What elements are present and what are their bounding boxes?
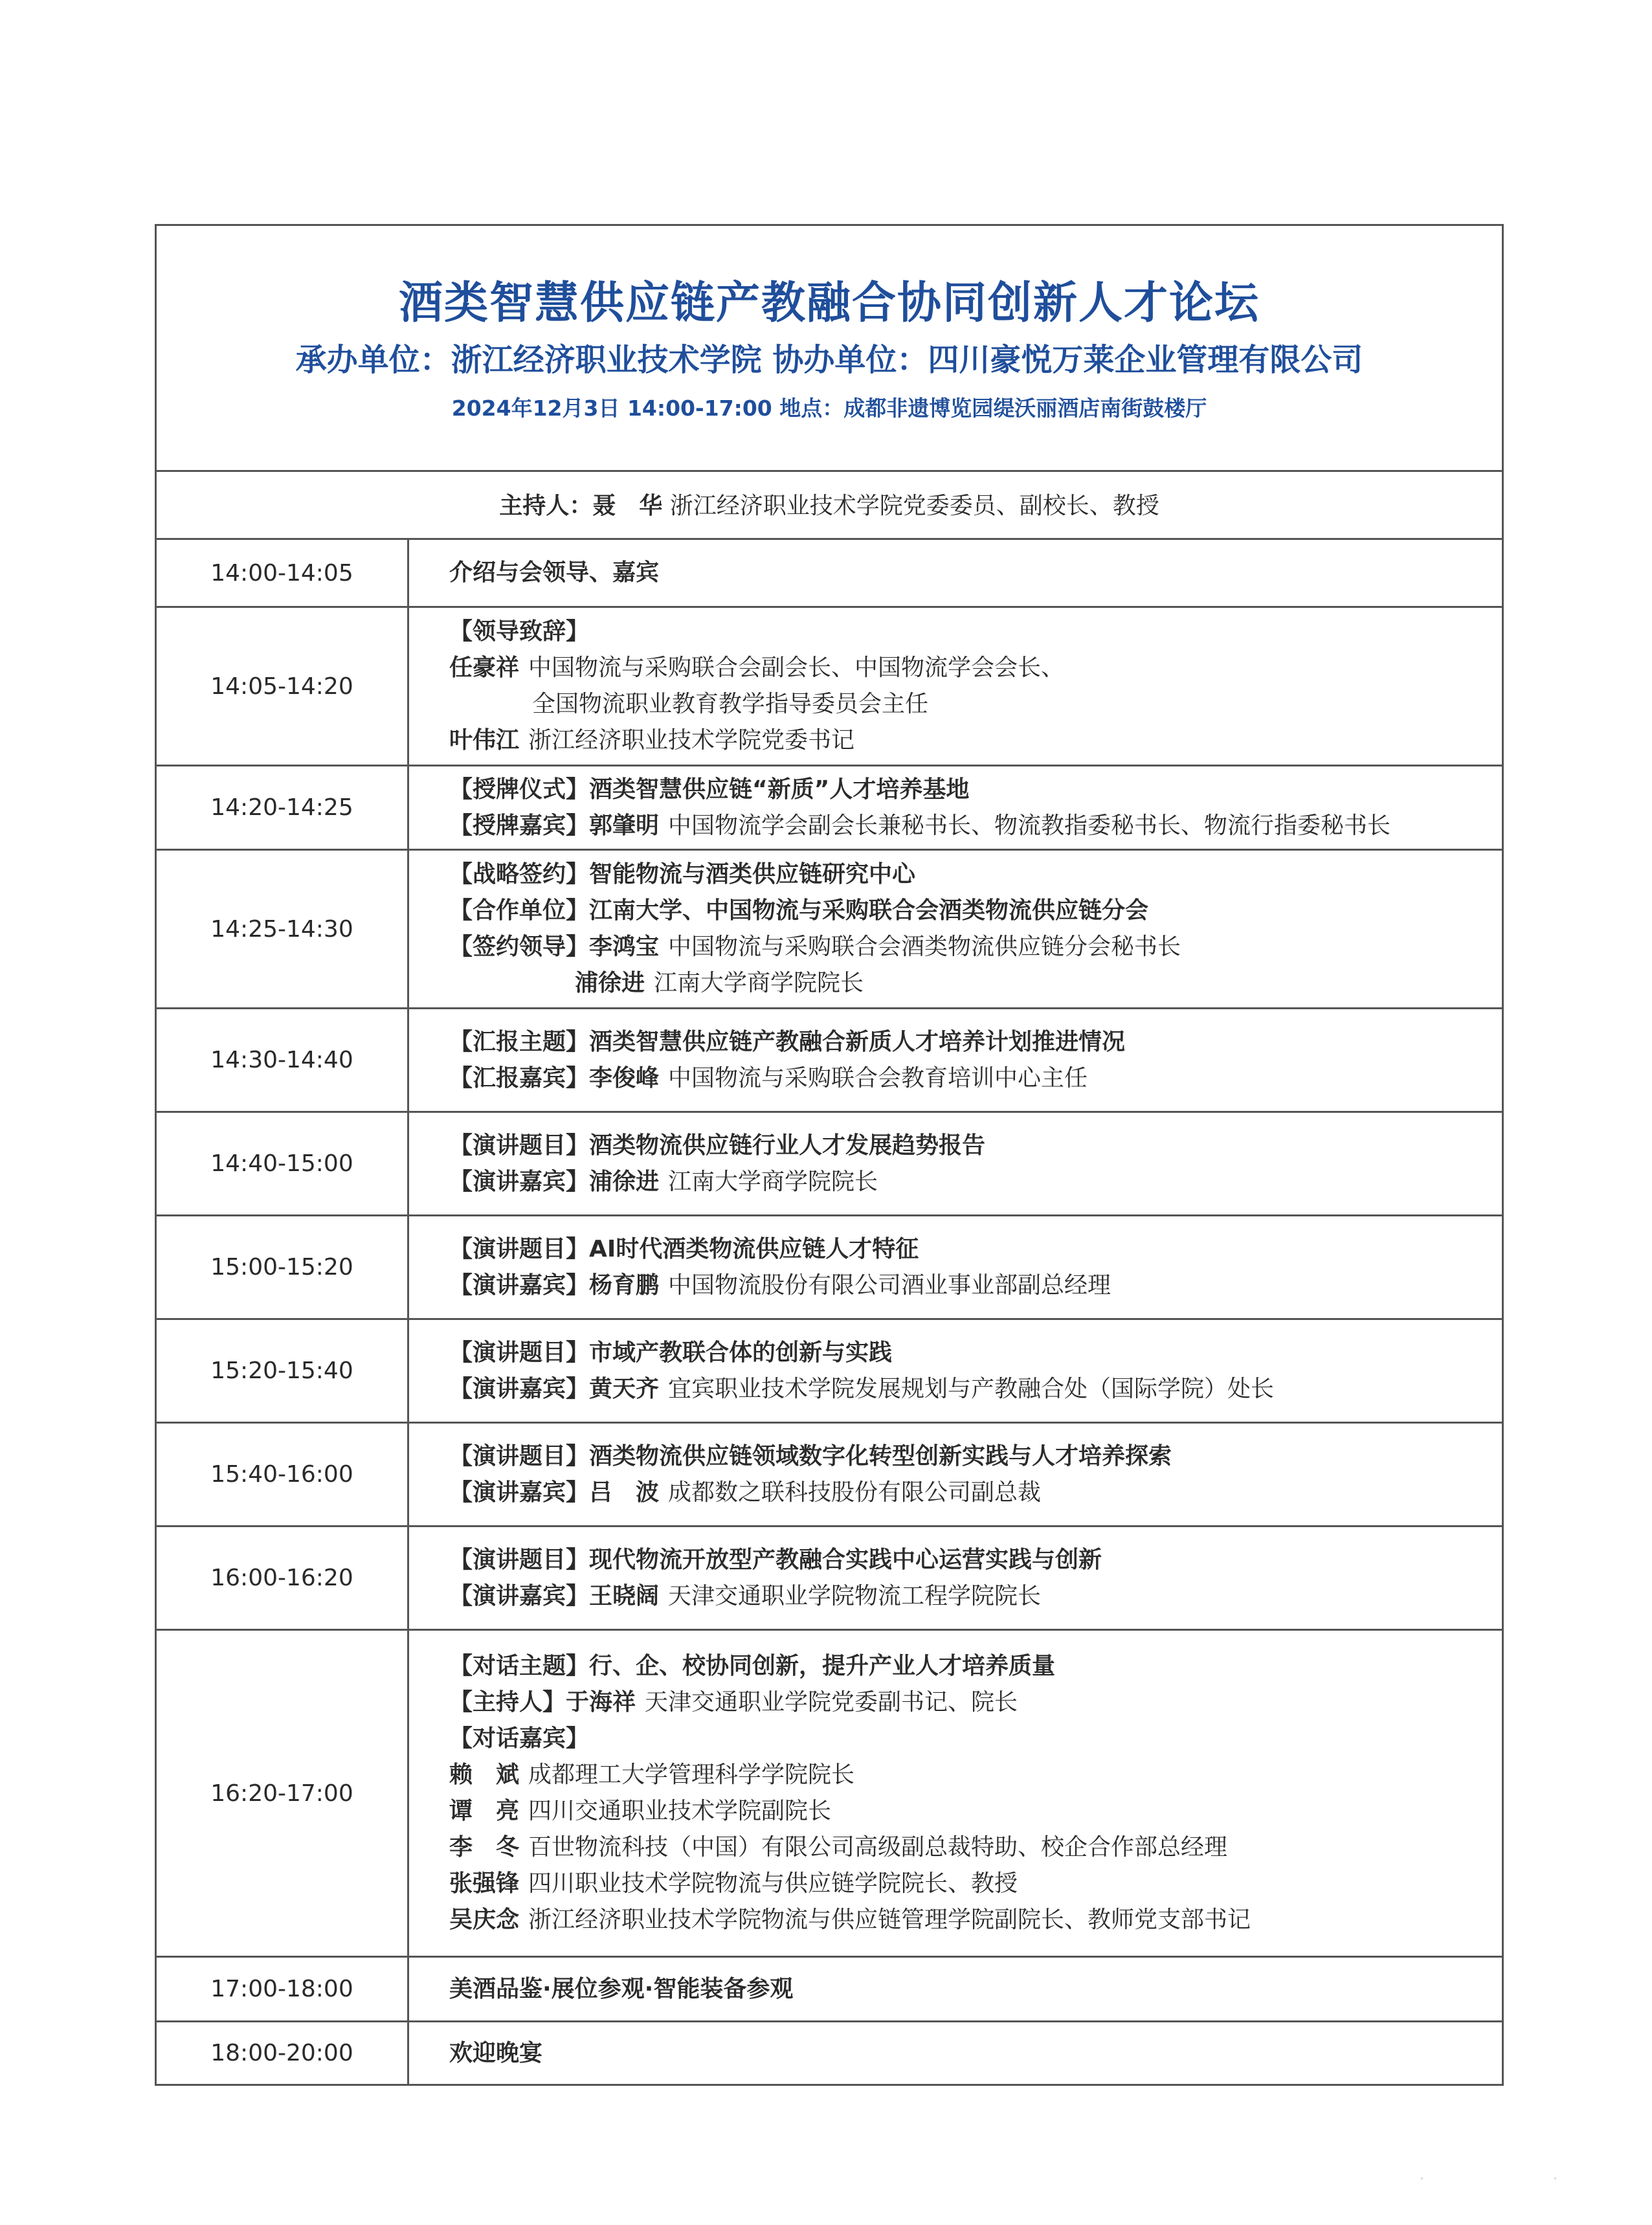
line-detail: 浙江经济职业技术学院物流与供应链管理学院副院长、教师党支部书记 [528, 1906, 1251, 1933]
content-line [449, 650, 1502, 686]
line-detail: 成都数之联科技股份有限公司副总裁 [668, 1479, 1042, 1506]
date-location-line: 2024年12月3日 14:00-17:00 地点：成都非遗博览园缇沃丽酒店南街鼓楼厅 [451, 396, 1207, 421]
time-cell: 14:30-14:40 [157, 1009, 409, 1111]
content-line [449, 772, 1502, 808]
line-heading: 欢迎晚宴 [449, 2039, 543, 2066]
line-heading: 李 冬 [449, 1834, 520, 1861]
page-footer-marks: · · [1420, 2171, 1620, 2187]
content-line [449, 1438, 1502, 1475]
line-heading: 【合作单位】江南大学、中国物流与采购联合会酒类物流供应链分会 [449, 897, 1149, 924]
schedule-row [157, 1320, 1502, 1424]
line-heading: 【授牌仪式】酒类智慧供应链“新质”人才培养基地 [449, 776, 970, 803]
content-cell [409, 1527, 1502, 1629]
schedule-row [157, 766, 1502, 851]
line-heading: 【演讲题目】市域产教联合体的创新与实践 [449, 1339, 893, 1366]
line-detail [1148, 897, 1157, 924]
line-heading: 【汇报主题】酒类智慧供应链产教融合新质人才培养计划推进情况 [449, 1028, 1126, 1055]
line-detail [1102, 1547, 1111, 1573]
time-cell: 14:25-14:30 [157, 851, 409, 1007]
content-line [449, 1231, 1502, 1268]
line-detail [892, 1339, 901, 1366]
content-line [449, 929, 1502, 965]
line-detail [985, 1132, 994, 1159]
content-cell [409, 1631, 1502, 1956]
line-detail [659, 559, 668, 586]
line-detail [1055, 1653, 1064, 1679]
content-line [449, 2035, 1502, 2072]
agenda-header [157, 226, 1502, 472]
line-heading: 叶伟江 [449, 727, 520, 754]
line-detail [919, 1236, 928, 1262]
content-cell [409, 1958, 1502, 2020]
content-cell [409, 1320, 1502, 1422]
schedule-row [157, 2022, 1502, 2084]
content-line [449, 1757, 1502, 1793]
time-cell: 18:00-20:00 [157, 2022, 409, 2084]
line-heading: 谭 亮 [449, 1798, 520, 1824]
line-detail [1125, 1029, 1134, 1055]
content-line [449, 1335, 1502, 1371]
content-line [449, 1902, 1502, 1938]
line-heading: 【演讲嘉宾】浦徐进 [449, 1168, 660, 1195]
schedule-row [157, 1958, 1502, 2022]
line-heading: 【战略签约】智能物流与酒类供应链研究中心 [449, 861, 916, 888]
forum-title: 酒类智慧供应链产教融合协同创新人才论坛 [398, 278, 1260, 329]
line-heading: 任豪祥 [449, 654, 520, 681]
time-cell: 17:00-18:00 [157, 1958, 409, 2020]
line-heading: 【演讲嘉宾】黄天齐 [449, 1375, 660, 1402]
content-line [449, 1128, 1502, 1164]
schedule-row [157, 1216, 1502, 1320]
content-line [449, 1793, 1502, 1829]
line-heading: 【演讲题目】现代物流开放型产教融合实践中心运营实践与创新 [449, 1546, 1102, 1573]
line-detail: 全国物流职业教育教学指导委员会主任 [532, 691, 929, 717]
line-detail [1172, 1443, 1181, 1470]
time-cell: 14:00-14:05 [157, 540, 409, 606]
time-cell: 14:05-14:20 [157, 608, 409, 765]
content-line [449, 1721, 1502, 1757]
line-detail [915, 861, 924, 888]
line-detail: 四川交通职业技术学院副院长 [528, 1798, 832, 1824]
time-cell: 15:40-16:00 [157, 1424, 409, 1525]
line-heading: 【签约领导】李鸿宝 [449, 934, 660, 960]
content-line [449, 1829, 1502, 1866]
line-detail [589, 618, 598, 645]
schedule-row [157, 540, 1502, 608]
agenda-document [155, 224, 1504, 2086]
line-heading: 【对话嘉宾】 [449, 1725, 590, 1752]
schedule-row [157, 1113, 1502, 1216]
schedule-row [157, 1527, 1502, 1631]
content-cell [409, 1216, 1502, 1318]
content-cell [409, 1009, 1502, 1111]
line-detail: 中国物流与采购联合会教育培训中心主任 [668, 1064, 1088, 1091]
schedule-row [157, 1424, 1502, 1527]
content-cell [409, 851, 1502, 1007]
content-line [449, 1371, 1502, 1407]
content-line [449, 893, 1502, 929]
line-heading: 张强锋 [449, 1870, 520, 1897]
line-heading: 【对话主题】行、企、校协同创新，提升产业人才培养质量 [449, 1653, 1056, 1679]
line-detail: 中国物流与采购联合会酒类物流供应链分会秘书长 [668, 934, 1181, 960]
line-detail: 百世物流科技（中国）有限公司高级副总裁特助、校企合作部总经理 [528, 1834, 1228, 1861]
line-detail: 中国物流与采购联合会副会长、中国物流学会会长、 [528, 654, 1065, 681]
host-label: 主持人：聂 华 [499, 493, 663, 519]
line-detail: 天津交通职业学院党委副书记、院长 [645, 1689, 1018, 1716]
line-detail [589, 1725, 598, 1752]
line-detail: 成都理工大学管理科学学院院长 [528, 1761, 855, 1788]
line-heading: 吴庆念 [449, 1906, 520, 1933]
content-cell [409, 540, 1502, 606]
content-line [449, 555, 1502, 591]
line-heading: 【演讲题目】酒类物流供应链领域数字化转型创新实践与人才培养探索 [449, 1442, 1172, 1470]
line-heading: 【领导致辞】 [449, 618, 590, 645]
line-heading: 【主持人】于海祥 [449, 1689, 636, 1716]
line-detail [969, 776, 978, 803]
content-line [449, 1164, 1502, 1200]
time-cell: 16:20-17:00 [157, 1631, 409, 1956]
line-heading: 【演讲题目】酒类物流供应链行业人才发展趋势报告 [449, 1132, 986, 1159]
schedule-row [157, 1009, 1502, 1113]
content-cell [409, 2022, 1502, 2084]
content-line [449, 1866, 1502, 1902]
organizers-line: 承办单位：浙江经济职业技术学院 协办单位：四川豪悦万莱企业管理有限公司 [295, 342, 1363, 378]
content-cell [409, 1424, 1502, 1525]
line-detail [542, 2040, 552, 2066]
content-line [449, 686, 1502, 722]
line-heading: 【演讲嘉宾】吕 波 [449, 1479, 660, 1506]
content-cell [409, 608, 1502, 765]
time-cell: 14:20-14:25 [157, 766, 409, 849]
line-detail: 四川职业技术学院物流与供应链学院院长、教授 [528, 1870, 1018, 1897]
line-heading: 【演讲嘉宾】杨育鹏 [449, 1271, 660, 1299]
time-cell: 15:20-15:40 [157, 1320, 409, 1422]
content-line [449, 614, 1502, 650]
content-line [449, 1268, 1502, 1304]
line-heading: 美酒品鉴·展位参观·智能装备参观 [449, 1975, 794, 2002]
content-line [449, 1475, 1502, 1511]
content-line [449, 1024, 1502, 1060]
line-detail: 中国物流学会副会长兼秘书长、物流教指委秘书长、物流行指委秘书长 [668, 812, 1391, 839]
content-line [449, 722, 1502, 759]
line-heading: 浦徐进 [575, 970, 645, 996]
line-detail: 江南大学商学院院长 [668, 1168, 878, 1195]
line-heading: 介绍与会领导、嘉宾 [449, 559, 660, 586]
line-detail: 浙江经济职业技术学院党委书记 [528, 727, 855, 754]
schedule-row [157, 1631, 1502, 1958]
line-heading: 【授牌嘉宾】郭肇明 [449, 812, 660, 839]
line-heading: 【演讲题目】AI时代酒类物流供应链人才特征 [449, 1235, 919, 1262]
content-cell [409, 766, 1502, 849]
content-line [449, 965, 1502, 1001]
time-cell: 15:00-15:20 [157, 1216, 409, 1318]
line-detail: 宜宾职业技术学院发展规划与产教融合处（国际学院）处长 [668, 1375, 1275, 1402]
content-line [449, 1684, 1502, 1721]
host-row [157, 472, 1502, 540]
content-line [449, 808, 1502, 844]
content-line [449, 1542, 1502, 1578]
content-line [449, 1060, 1502, 1097]
content-line [449, 1578, 1502, 1615]
time-cell: 14:40-15:00 [157, 1113, 409, 1214]
content-line [449, 1648, 1502, 1684]
schedule-table [157, 540, 1502, 2084]
line-detail: 中国物流股份有限公司酒业事业部副总经理 [668, 1271, 1111, 1299]
line-heading: 【演讲嘉宾】王晓阔 [449, 1582, 660, 1609]
line-detail: 江南大学商学院院长 [654, 970, 864, 996]
time-cell: 16:00-16:20 [157, 1527, 409, 1629]
line-detail [793, 1976, 802, 2002]
schedule-row [157, 608, 1502, 766]
schedule-row [157, 851, 1502, 1009]
content-line [449, 1971, 1502, 2007]
content-cell [409, 1113, 1502, 1214]
content-line [449, 856, 1502, 893]
line-detail: 天津交通职业学院物流工程学院院长 [668, 1582, 1042, 1609]
line-heading: 赖 斌 [449, 1761, 520, 1788]
host-detail: 浙江经济职业技术学院党委委员、副校长、教授 [669, 493, 1159, 519]
line-heading: 【汇报嘉宾】李俊峰 [449, 1064, 660, 1091]
